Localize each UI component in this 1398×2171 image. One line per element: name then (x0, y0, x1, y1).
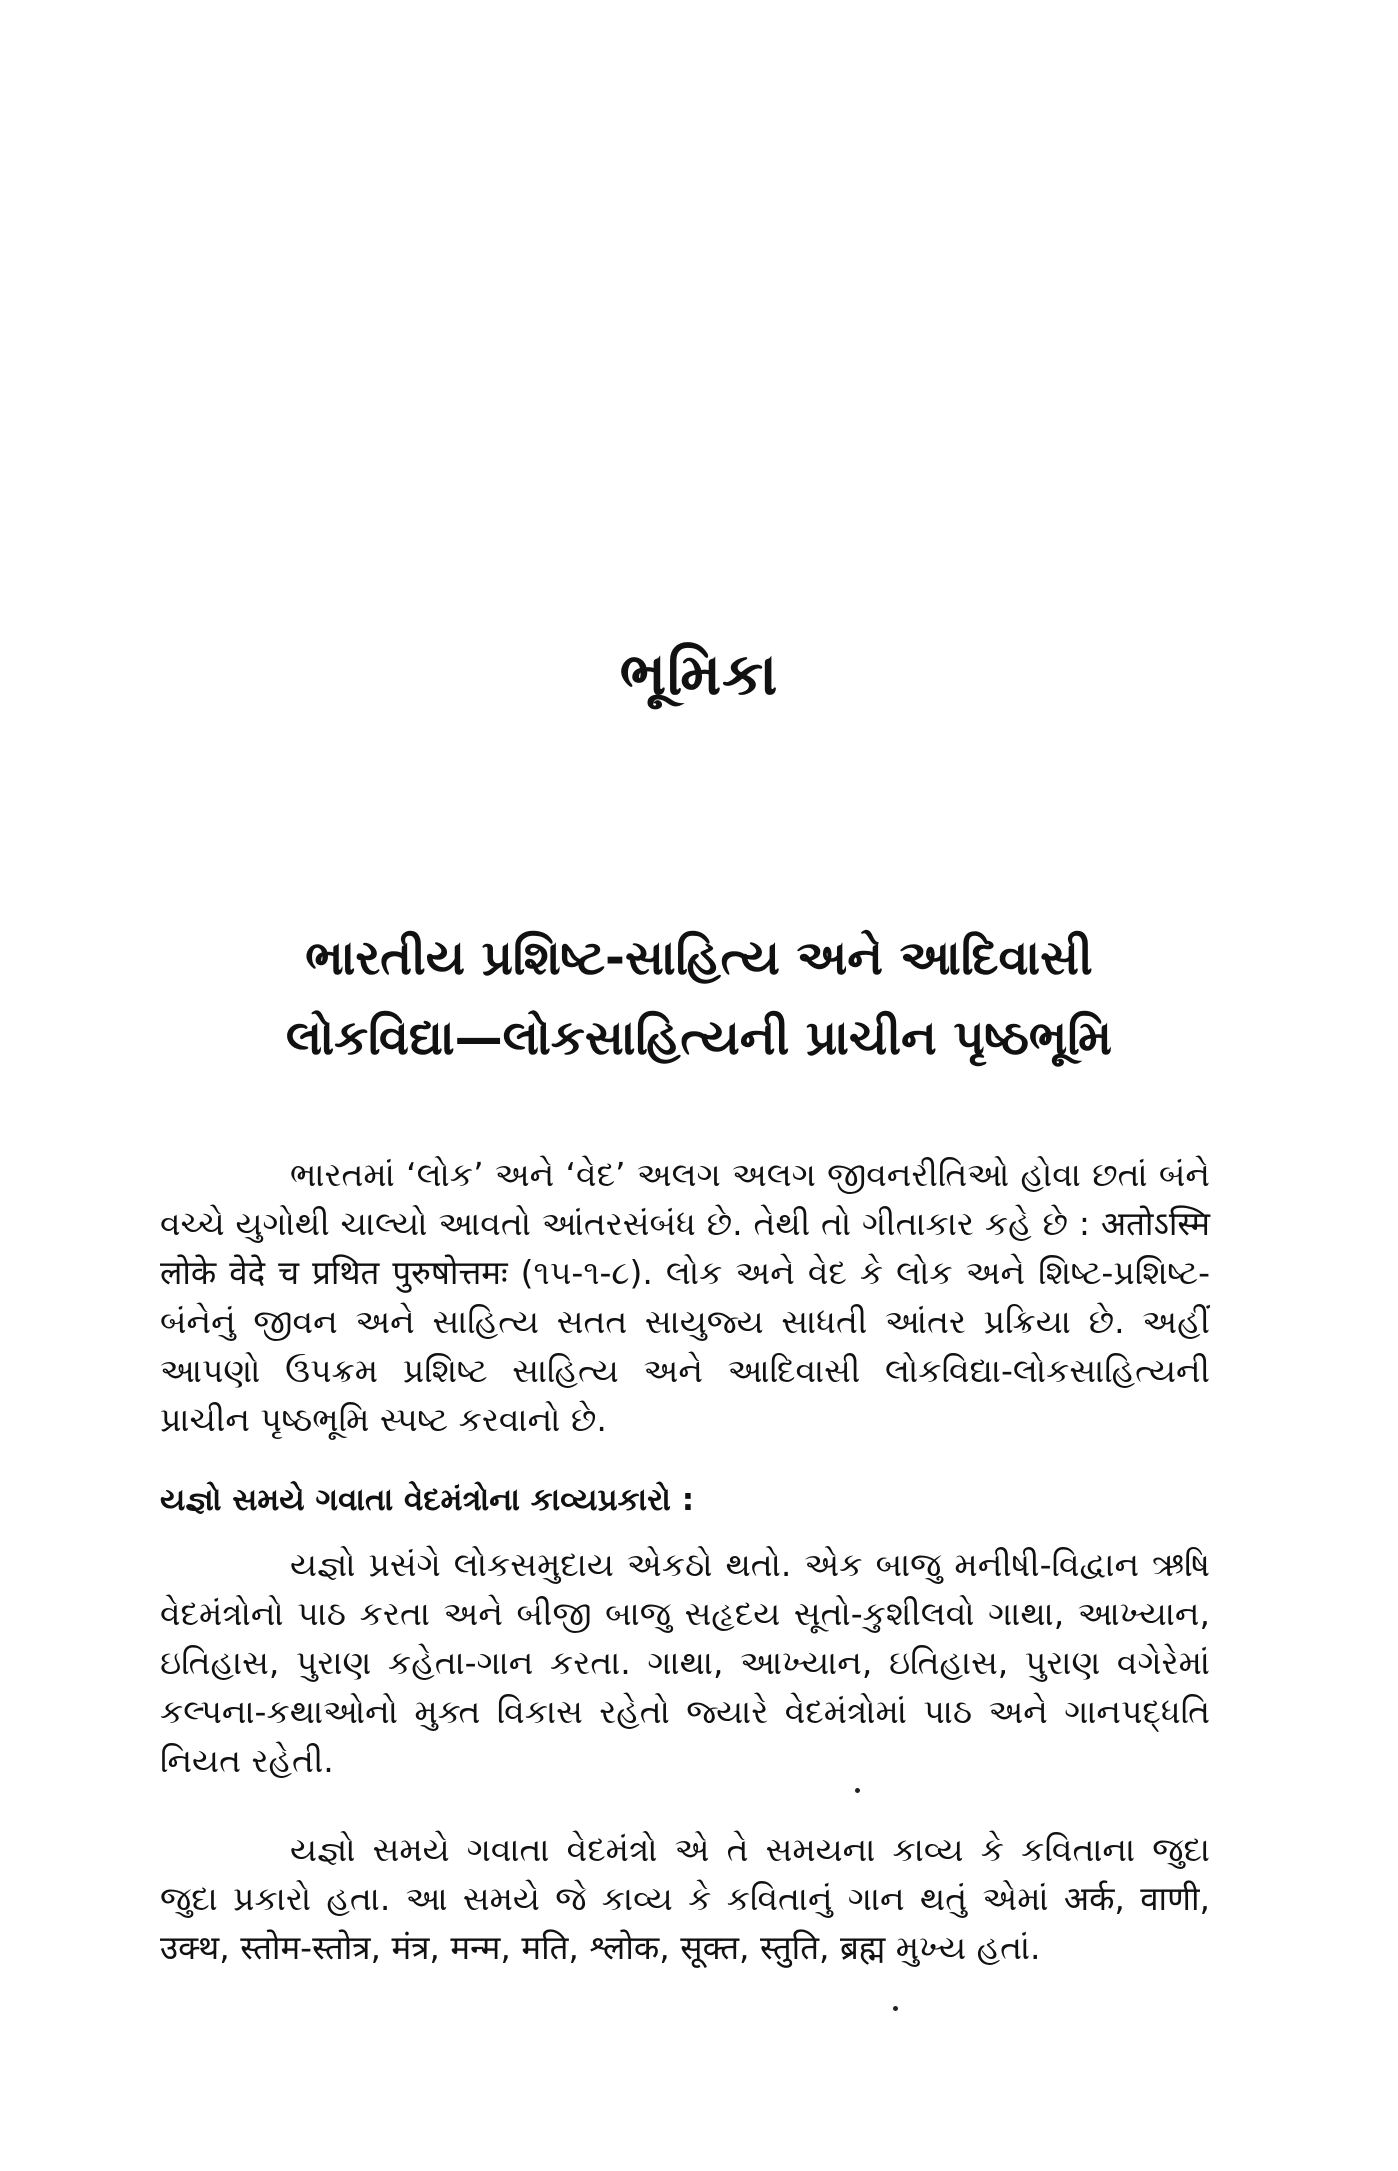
print-speck (855, 1788, 860, 1793)
sub-heading: યજ્ઞો સમયે ગવાતા વેદમંત્રોના કાવ્યપ્રકારો : (160, 1482, 695, 1518)
print-speck (893, 2006, 898, 2011)
chapter-title: ભૂમિકા (619, 640, 779, 708)
section-heading-line2: લોકવિદ્યા—લોકસાહિત્યની પ્રાચીન પૃષ્ઠભૂમિ (285, 1010, 1113, 1066)
paragraph-yajna: યજ્ઞો પ્રસંગે લોકસમુદાય એકઠો થતો. એક બાજુ મનીષી-વિદ્વાન ઋષિ વેદમંત્રોનો પાઠ કરતા અને બીજી બાજુ સહૃદય સૂતો-કુશીલવો ગાથા, આખ્યાન, ઇતિહાસ, પુરાણ કહેતા-ગાન કરતા. ગાથા, આખ્યાન, ઇતિહાસ, પુરાણ વગેરેમાં કલ્પના-કથાઓનો મુક્ત વિકાસ રહેતો જ્યારે વેદમંત્રોમાં પાઠ અને ગાનપદ્ધતિ નિયત રહેતી. (160, 1545, 1210, 1780)
paragraph-kavya-types: યજ્ઞો સમયે ગવાતા વેદમંત્રો એ તે સમયના કાવ્ય કે કવિતાના જુદા જુદા પ્રકારો હતા. આ સમયે જે કાવ્ય કે કવિતાનું ગાન થતું એમાં अर्क, वाणी, उक्थ, स्तोम-स्तोत्र, मंत्र, मन्म, मति, श्लोक, सूक्त, स्तुति, ब्रह्म મુખ્ય હતાં. (160, 1830, 1210, 1967)
section-heading-line1: ભારતીય પ્રશિષ્ટ-સાહિત્ય અને આદિવાસી (305, 930, 1093, 986)
paragraph-intro: ભારતમાં ‘લોક’ અને ‘વેદ’ અલગ અલગ જીવનરીતિઓ હોવા છતાં બંને વચ્ચે યુગોથી ચાલ્યો આવતો આંતરસંબંધ છે. તેથી તો ગીતાકાર કહે છે : अतोऽस्मि लोके वेदे च प्रथित पुरुषोत्तमः (૧૫-૧-૮). લોક અને વેદ કે લોક અને શિષ્ટ-પ્રશિષ્ટ-બંનેનું જીવન અને સાહિત્ય સતત સાયુજ્ય સાધતી આંતર પ્રક્રિયા છે. અહીં આપણો ઉપક્રમ પ્રશિષ્ટ સાહિત્ય અને આદિવાસી લોકવિદ્યા-લોકસાહિત્યની પ્રાચીન પૃષ્ઠભૂમિ સ્પષ્ટ કરવાનો છે. (160, 1155, 1210, 1439)
